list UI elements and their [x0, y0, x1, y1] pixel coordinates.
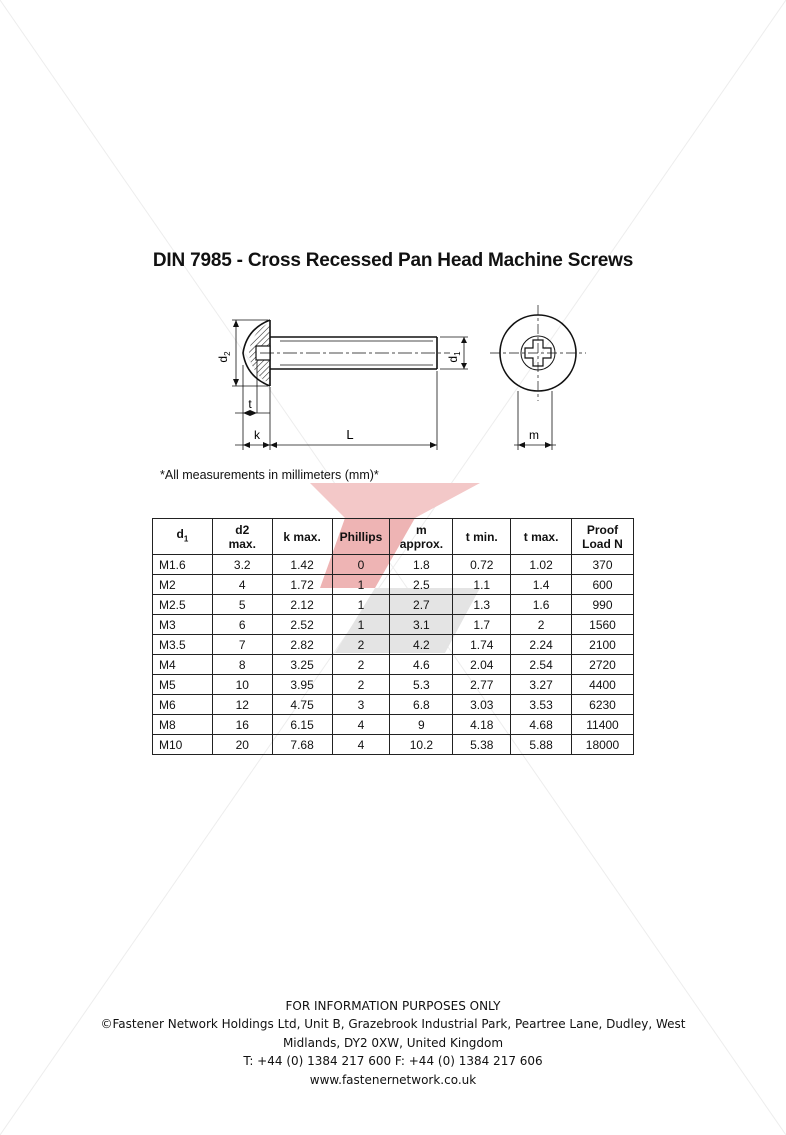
table-cell: 2: [332, 655, 390, 675]
table-cell: 370: [571, 555, 633, 575]
table-cell: M6: [153, 695, 213, 715]
table-cell: 4: [332, 715, 390, 735]
table-cell: M1.6: [153, 555, 213, 575]
table-cell: 4: [332, 735, 390, 755]
k-label: k: [254, 428, 260, 442]
table-cell: 0.72: [453, 555, 511, 575]
t-label: t: [248, 397, 252, 411]
table-cell: 5.3: [390, 675, 453, 695]
table-cell: 20: [212, 735, 272, 755]
table-cell: 1: [332, 595, 390, 615]
header-t-min: t min.: [453, 519, 511, 555]
length-label: L: [346, 427, 354, 442]
table-cell: 1.6: [511, 595, 572, 615]
table-cell: 7: [212, 635, 272, 655]
table-cell: 4: [212, 575, 272, 595]
table-cell: 600: [571, 575, 633, 595]
table-row: [153, 615, 634, 635]
table-cell: 10: [212, 675, 272, 695]
table-cell: 1.1: [453, 575, 511, 595]
table-header-row: [153, 519, 634, 555]
table-cell: 4.75: [272, 695, 332, 715]
table-row: [153, 695, 634, 715]
table-cell: 2.7: [390, 595, 453, 615]
table-cell: 2.24: [511, 635, 572, 655]
d2-label-subscript: 2: [223, 351, 232, 356]
table-cell: 6: [212, 615, 272, 635]
header-d2-max: d2 max.: [212, 519, 272, 555]
table-cell: 5: [212, 595, 272, 615]
table-cell: 16: [212, 715, 272, 735]
table-cell: 4.6: [390, 655, 453, 675]
table-cell: 6.8: [390, 695, 453, 715]
table-cell: 0: [332, 555, 390, 575]
table-cell: 1.4: [511, 575, 572, 595]
phone-numbers: T: +44 (0) 1384 217 600 F: +44 (0) 1384 217 606: [243, 1054, 543, 1069]
d1-label-subscript: 1: [453, 351, 462, 356]
d2-label: d: [216, 355, 230, 363]
table-cell: 3.03: [453, 695, 511, 715]
table-cell: 1.74: [453, 635, 511, 655]
table-cell: 3.1: [390, 615, 453, 635]
table-row: [153, 715, 634, 735]
svg-text:d2: [216, 351, 232, 363]
table-cell: 6230: [571, 695, 633, 715]
table-cell: 3.25: [272, 655, 332, 675]
d1-label: d: [446, 355, 460, 363]
table-cell: 8: [212, 655, 272, 675]
company-address: ©Fastener Network Holdings Ltd, Unit B, Grazebrook Industrial Park, Peartree Lane, Dudley, West Midlands, DY2 0XW, United Kingdom: [100, 1017, 686, 1050]
table-cell: 2.12: [272, 595, 332, 615]
table-cell: 10.2: [390, 735, 453, 755]
table-cell: M3.5: [153, 635, 213, 655]
table-row: [153, 555, 634, 575]
table-cell: 4400: [571, 675, 633, 695]
table-cell: 1.42: [272, 555, 332, 575]
table-cell: 1: [332, 615, 390, 635]
table-cell: 1.02: [511, 555, 572, 575]
table-row: [153, 635, 634, 655]
disclaimer-text: FOR INFORMATION PURPOSES ONLY: [285, 999, 501, 1013]
table-cell: 4.68: [511, 715, 572, 735]
table-cell: M2: [153, 575, 213, 595]
table-cell: 2.77: [453, 675, 511, 695]
table-cell: 2.04: [453, 655, 511, 675]
table-cell: 3.53: [511, 695, 572, 715]
table-cell: 9: [390, 715, 453, 735]
table-cell: M10: [153, 735, 213, 755]
table-cell: 3.2: [212, 555, 272, 575]
table-cell: 4.18: [453, 715, 511, 735]
table-row: [153, 655, 634, 675]
table-cell: 2: [332, 635, 390, 655]
table-cell: 7.68: [272, 735, 332, 755]
table-cell: 2.82: [272, 635, 332, 655]
header-phillips: Phillips: [332, 519, 390, 555]
table-cell: 1.7: [453, 615, 511, 635]
table-cell: 2.5: [390, 575, 453, 595]
table-cell: 6.15: [272, 715, 332, 735]
table-cell: M4: [153, 655, 213, 675]
header-d1: $d_1$: [153, 519, 213, 555]
table-cell: 1: [332, 575, 390, 595]
header-m-approx: m approx.: [390, 519, 453, 555]
page-footer: [0, 997, 786, 1089]
header-k-max: k max.: [272, 519, 332, 555]
table-cell: 2: [511, 615, 572, 635]
table-cell: 18000: [571, 735, 633, 755]
m-label: m: [529, 428, 539, 442]
dimensions-table: [152, 518, 634, 755]
table-cell: 1560: [571, 615, 633, 635]
table-cell: M2.5: [153, 595, 213, 615]
table-cell: M3: [153, 615, 213, 635]
table-cell: 3.95: [272, 675, 332, 695]
table-cell: 2: [332, 675, 390, 695]
table-cell: 11400: [571, 715, 633, 735]
table-row: [153, 735, 634, 755]
table-cell: 5.88: [511, 735, 572, 755]
screw-technical-drawing: [200, 305, 600, 460]
measurement-note: *All measurements in millimeters (mm)*: [160, 468, 379, 482]
table-cell: 2720: [571, 655, 633, 675]
table-cell: 1.72: [272, 575, 332, 595]
table-row: [153, 675, 634, 695]
table-cell: 2100: [571, 635, 633, 655]
table-row: [153, 595, 634, 615]
table-cell: 1.8: [390, 555, 453, 575]
table-cell: 2.54: [511, 655, 572, 675]
table-cell: 3: [332, 695, 390, 715]
header-t-max: t max.: [511, 519, 572, 555]
table-row: [153, 575, 634, 595]
table-cell: 1.3: [453, 595, 511, 615]
table-cell: 4.2: [390, 635, 453, 655]
table-cell: 2.52: [272, 615, 332, 635]
page-title: DIN 7985 - Cross Recessed Pan Head Machine Screws: [152, 250, 634, 271]
table-cell: 5.38: [453, 735, 511, 755]
header-proof-load: Proof Load N: [571, 519, 633, 555]
table-cell: M8: [153, 715, 213, 735]
table-cell: 3.27: [511, 675, 572, 695]
table-cell: 990: [571, 595, 633, 615]
website-link[interactable]: www.fastenernetwork.co.uk: [309, 1072, 477, 1087]
table-cell: M5: [153, 675, 213, 695]
table-cell: 12: [212, 695, 272, 715]
